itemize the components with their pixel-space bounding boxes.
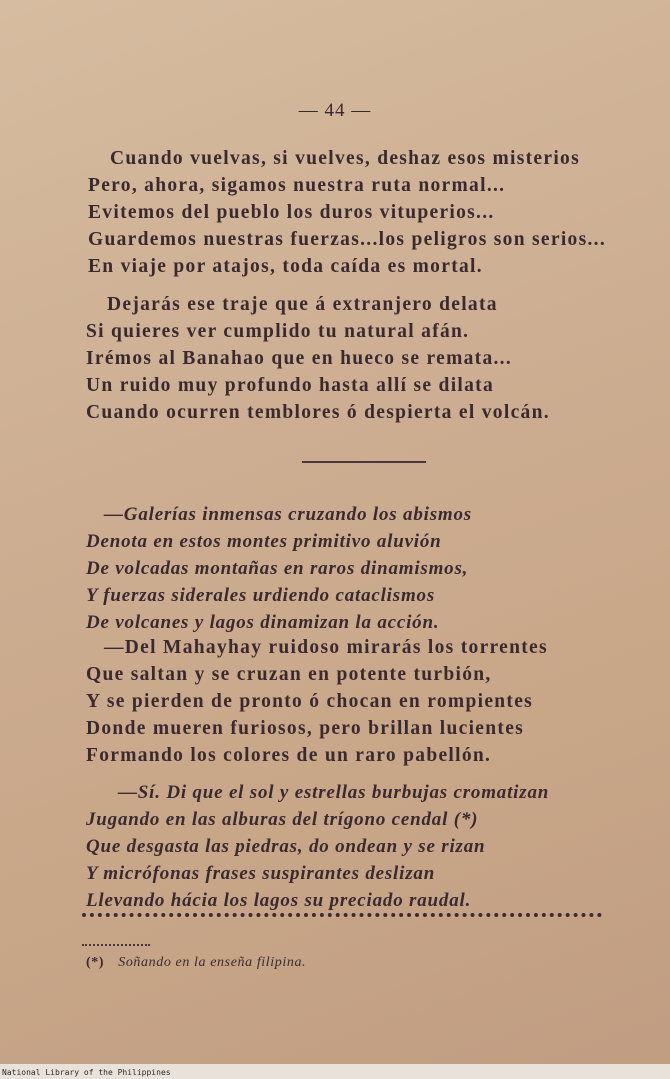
verse-line: Pero, ahora, sigamos nuestra ruta normal...	[88, 175, 506, 196]
verse-line: Llevando hácia los lagos su preciado raudal.	[86, 890, 472, 911]
page-number: — 44 —	[298, 100, 372, 121]
verse-line: Irémos al Banahao que en hueco se remata...	[86, 348, 513, 369]
library-credit: National Library of the Philippines	[2, 1068, 171, 1077]
verse-line: Cuando vuelvas, si vuelves, deshaz esos misterios	[110, 148, 580, 169]
footnote	[86, 955, 306, 971]
verse-line: Formando los colores de un raro pabellón.	[86, 745, 492, 766]
stanza-5	[0, 779, 670, 914]
verse-line: Dejarás ese traje que á extranjero delata	[107, 294, 498, 315]
verse-line: Denota en estos montes primitivo aluvión	[86, 531, 442, 552]
section-divider	[302, 461, 426, 463]
stanza-1	[0, 145, 670, 280]
verse-line: En viaje por atajos, toda caída es mortal.	[88, 256, 483, 277]
verse-line: Guardemos nuestras fuerzas...los peligros son serios...	[88, 229, 607, 250]
verse-line: —Del Mahayhay ruidoso mirarás los torrentes	[104, 637, 548, 658]
verse-line: Y micrófonas frases suspirantes deslizan	[86, 863, 436, 884]
stanza-3	[0, 501, 670, 636]
stanza-2	[0, 291, 670, 426]
verse-line: De volcanes y lagos dinamizan la acción.	[86, 612, 440, 633]
verse-line: Y fuerzas siderales urdiendo cataclismos	[86, 585, 436, 606]
footnote-mark: (*)	[86, 955, 105, 970]
verse-line: Evitemos del pueblo los duros vituperios...	[88, 202, 495, 223]
stanza-4	[0, 634, 670, 769]
verse-line: De volcadas montañas en raros dinamismos,	[86, 558, 469, 579]
verse-line: Cuando ocurren temblores ó despierta el volcán.	[86, 402, 550, 423]
footnote-text: Soñando en la enseña filipina.	[118, 955, 307, 970]
verse-line: Que desgasta las piedras, do ondean y se rizan	[86, 836, 486, 857]
verse-line: —Galerías inmensas cruzando los abismos	[104, 504, 472, 525]
verse-line: —Sí. Di que el sol y estrellas burbujas cromatizan	[118, 782, 550, 803]
footnote-rule	[82, 944, 150, 946]
verse-line: Y se pierden de pronto ó chocan en rompientes	[86, 691, 534, 712]
verse-line: Que saltan y se cruzan en potente turbión,	[86, 664, 492, 685]
verse-line: Un ruido muy profundo hasta allí se dilata	[86, 375, 495, 396]
verse-line: Donde mueren furiosos, pero brillan lucientes	[86, 718, 525, 739]
dotted-divider	[82, 913, 602, 923]
verse-line: Jugando en las alburas del trígono cendal (*)	[86, 809, 479, 830]
verse-line: Si quieres ver cumplido tu natural afán.	[86, 321, 470, 342]
